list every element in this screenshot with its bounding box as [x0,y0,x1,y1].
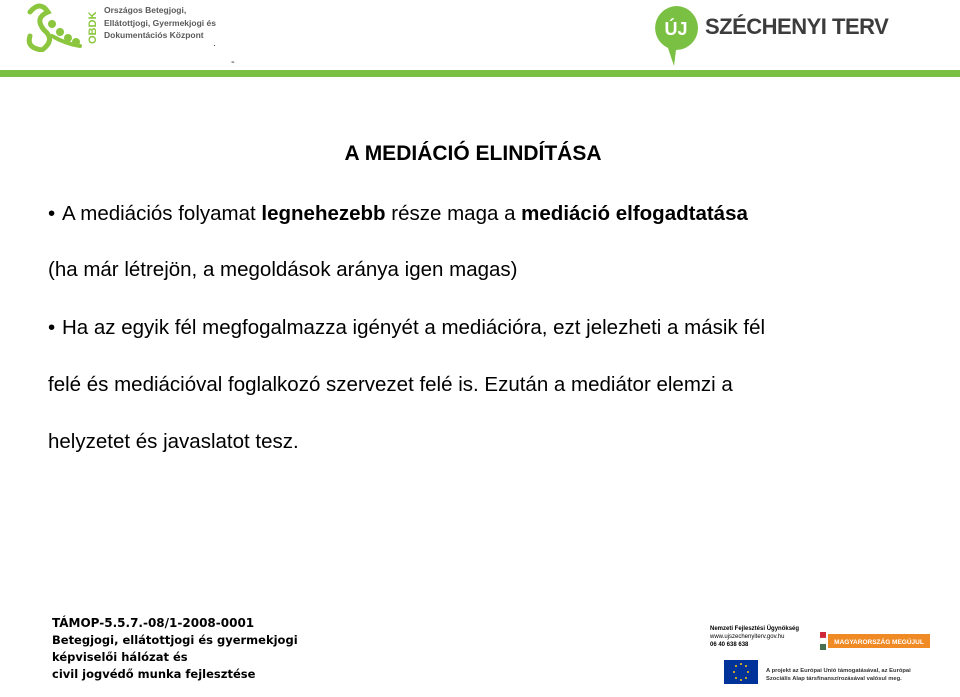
bullet-icon: • [48,202,56,225]
project-line: civil jogvédő munka fejlesztése [52,667,256,681]
svg-text:A projekt az Európai Unió támo: A projekt az Európai Unió támogatásával, az Európai [766,668,911,674]
svg-text:MAGYARORSZÁG MEGÚJUL: MAGYARORSZÁG MEGÚJUL [834,639,924,646]
obdk-name [104,4,216,42]
dot-mark: . [213,38,216,49]
text-run: Ha az egyik fél megfogalmazza igényét a mediációra, ezt jelezheti a másik fél [62,316,766,339]
eu-funding-logo [710,622,940,690]
bullet-icon: • [48,316,56,339]
svg-text:www.ujszechenyiterv.gov.hu: www.ujszechenyiterv.gov.hu [710,634,785,640]
text-run: A mediációs folyamat [62,202,262,225]
dash-mark: - [231,56,235,68]
project-line: képviselői hálózat és [52,650,188,664]
svg-text:Nemzeti Fejlesztési Ügynökség: Nemzeti Fejlesztési Ügynökség [710,626,800,632]
svg-text:Szociális Alap társfinanszíroz: Szociális Alap társfinanszírozásával valósul meg. [766,676,902,682]
project-line: Betegjogi, ellátottjogi és gyermekjogi [52,633,298,647]
obdk-line1: Országos Betegjogi, [104,5,187,15]
project-info [52,615,298,683]
svg-text:OBDK: OBDK [87,11,99,44]
bullet-item-1 [48,202,748,226]
paragraph-line: felé és mediációval foglalkozó szervezet felé is. Ezután a mediátor elemzi a [48,373,733,396]
szechenyi-label: SZÉCHENYI TERV [705,14,889,39]
paragraph-line: (ha már létrejön, a megoldások aránya igen magas) [48,258,518,281]
svg-text:06 40 638 638: 06 40 638 638 [710,642,749,648]
svg-text:ÚJ: ÚJ [664,19,688,39]
obdk-line3: Dokumentációs Központ [104,30,204,40]
header-divider [0,70,960,77]
bullet-item-2 [48,316,765,340]
obdk-line2: Ellátottjogi, Gyermekjogi és [104,17,216,28]
page-title: A MEDIÁCIÓ ELINDÍTÁSA [344,142,602,165]
paragraph-line: helyzetet és javaslatot tesz. [48,430,299,453]
header [0,0,960,80]
project-code: TÁMOP-5.5.7.-08/1-2008-0001 [52,616,255,630]
bold-run: mediáció elfogadtatása [521,202,748,225]
text-run: része maga a [385,202,522,225]
bold-run: legnehezebb [261,202,386,225]
